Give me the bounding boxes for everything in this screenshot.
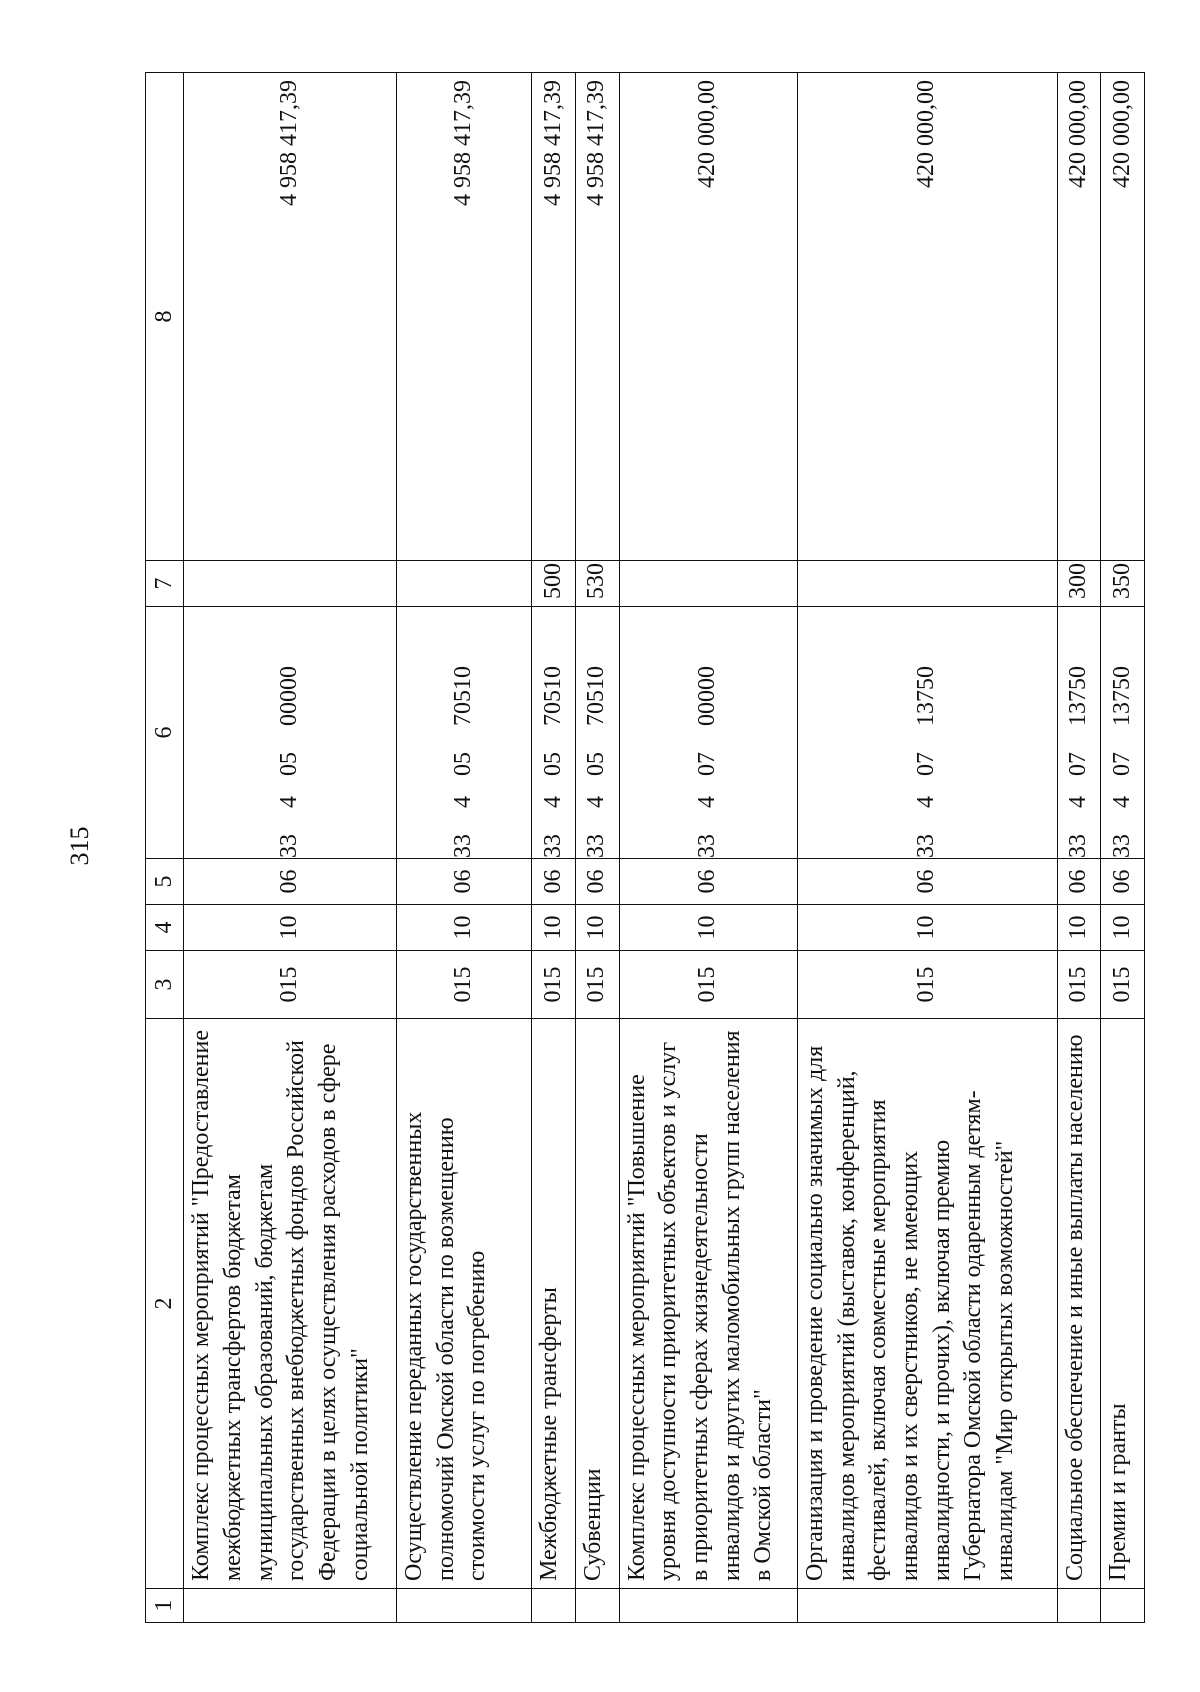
row-target-article-cell xyxy=(619,607,797,859)
row-code-4: 10 xyxy=(797,905,1057,951)
table-row xyxy=(797,73,1057,1623)
row-name-cell: Социальное обеспечение и иные выплаты населению xyxy=(1057,1019,1101,1589)
row-code-3: 015 xyxy=(532,951,576,1019)
row-expense-type-cell: 530 xyxy=(575,561,619,607)
target-article-part-2: 4 xyxy=(450,796,477,808)
target-article-part-4: 00000 xyxy=(694,666,721,726)
target-article-part-4: 13750 xyxy=(1065,666,1092,726)
budget-table-rotated xyxy=(145,73,1145,1623)
row-number-cell xyxy=(619,1589,797,1623)
target-article-part-3: 05 xyxy=(539,752,566,776)
row-code-3: 015 xyxy=(1101,951,1145,1019)
table-row xyxy=(397,73,532,1623)
target-article-code xyxy=(911,607,943,858)
table-body xyxy=(146,73,1145,1623)
row-target-article-cell xyxy=(797,607,1057,859)
row-number-cell xyxy=(532,1589,576,1623)
target-article-part-3: 07 xyxy=(913,752,940,776)
target-article-code xyxy=(274,607,306,858)
row-amount-cell: 420 000,00 xyxy=(1101,73,1145,561)
table-row xyxy=(619,73,797,1623)
row-code-5: 06 xyxy=(184,859,397,905)
target-article-part-4: 13750 xyxy=(1108,666,1135,726)
row-name-cell: Комплекс процессных мероприятий "Предоставление межбюджетных трансфертов бюджетам муниципальных образований, бюджетам государственных внебюджетных фондов Российской Федерации в целях осуществления расходов в сфере социальной политики" xyxy=(184,1019,397,1589)
row-code-5: 06 xyxy=(575,859,619,905)
target-article-part-1: 33 xyxy=(1065,834,1092,858)
target-article-part-2: 4 xyxy=(1108,796,1135,808)
row-expense-type-cell xyxy=(619,561,797,607)
header-row xyxy=(146,73,184,1623)
row-code-3: 015 xyxy=(184,951,397,1019)
row-code-4: 10 xyxy=(575,905,619,951)
target-article-code xyxy=(1063,607,1095,858)
row-amount-cell: 4 958 417,39 xyxy=(184,73,397,561)
header-col-8: 8 xyxy=(146,73,184,561)
target-article-part-3: 07 xyxy=(694,752,721,776)
row-expense-type-cell: 350 xyxy=(1101,561,1145,607)
target-article-part-2: 4 xyxy=(913,796,940,808)
target-article-part-3: 05 xyxy=(276,752,303,776)
page-number: 315 xyxy=(65,826,94,866)
budget-table xyxy=(145,72,1145,1623)
table-row xyxy=(184,73,397,1623)
row-code-3: 015 xyxy=(619,951,797,1019)
target-article-part-3: 05 xyxy=(583,752,610,776)
header-col-7: 7 xyxy=(146,561,184,607)
target-article-code xyxy=(448,607,480,858)
table-row xyxy=(532,73,576,1623)
target-article-part-2: 4 xyxy=(539,796,566,808)
target-article-part-4: 70510 xyxy=(539,666,566,726)
row-code-5: 06 xyxy=(397,859,532,905)
row-expense-type-cell xyxy=(397,561,532,607)
row-number-cell xyxy=(797,1589,1057,1623)
target-article-part-2: 4 xyxy=(276,796,303,808)
target-article-part-1: 33 xyxy=(276,834,303,858)
target-article-part-3: 07 xyxy=(1108,752,1135,776)
row-code-4: 10 xyxy=(532,905,576,951)
row-target-article-cell xyxy=(1057,607,1101,859)
row-amount-cell: 4 958 417,39 xyxy=(575,73,619,561)
row-amount-cell: 420 000,00 xyxy=(619,73,797,561)
target-article-part-1: 33 xyxy=(539,834,566,858)
row-code-3: 015 xyxy=(575,951,619,1019)
row-amount-cell: 420 000,00 xyxy=(797,73,1057,561)
header-col-4: 4 xyxy=(146,905,184,951)
budget-table-container xyxy=(145,73,1200,1612)
row-expense-type-cell: 500 xyxy=(532,561,576,607)
target-article-part-2: 4 xyxy=(583,796,610,808)
row-number-cell xyxy=(184,1589,397,1623)
target-article-part-2: 4 xyxy=(694,796,721,808)
target-article-part-3: 05 xyxy=(450,752,477,776)
row-number-cell xyxy=(1057,1589,1101,1623)
row-code-3: 015 xyxy=(1057,951,1101,1019)
row-number-cell xyxy=(575,1589,619,1623)
target-article-part-4: 70510 xyxy=(583,666,610,726)
target-article-code xyxy=(1107,607,1139,858)
target-article-part-3: 07 xyxy=(1065,752,1092,776)
row-name-cell: Осуществление переданных государственных полномочий Омской области по возмещению стоимости услуг по погребению xyxy=(397,1019,532,1589)
row-code-4: 10 xyxy=(1101,905,1145,951)
row-number-cell xyxy=(1101,1589,1145,1623)
row-name-cell: Межбюджетные трансферты xyxy=(532,1019,576,1589)
row-code-3: 015 xyxy=(797,951,1057,1019)
table-row xyxy=(1057,73,1101,1623)
target-article-part-4: 00000 xyxy=(276,666,303,726)
header-col-5: 5 xyxy=(146,859,184,905)
target-article-part-1: 33 xyxy=(1108,834,1135,858)
header-col-2: 2 xyxy=(146,1019,184,1589)
row-target-article-cell xyxy=(575,607,619,859)
target-article-part-4: 13750 xyxy=(913,666,940,726)
row-code-5: 06 xyxy=(1057,859,1101,905)
row-expense-type-cell xyxy=(184,561,397,607)
header-col-1: 1 xyxy=(146,1589,184,1623)
row-expense-type-cell xyxy=(797,561,1057,607)
row-amount-cell: 4 958 417,39 xyxy=(397,73,532,561)
target-article-part-1: 33 xyxy=(694,834,721,858)
target-article-part-1: 33 xyxy=(913,834,940,858)
row-target-article-cell xyxy=(532,607,576,859)
target-article-part-2: 4 xyxy=(1065,796,1092,808)
header-col-6: 6 xyxy=(146,607,184,859)
header-col-3: 3 xyxy=(146,951,184,1019)
target-article-part-4: 70510 xyxy=(450,666,477,726)
row-code-5: 06 xyxy=(532,859,576,905)
row-code-4: 10 xyxy=(397,905,532,951)
row-name-cell: Комплекс процессных мероприятий "Повышение уровня доступности приоритетных объектов и услуг в приоритетных сферах жизнедеятельности инвалидов и других маломобильных групп населения в Омской области" xyxy=(619,1019,797,1589)
row-number-cell xyxy=(397,1589,532,1623)
target-article-part-1: 33 xyxy=(450,834,477,858)
target-article-part-1: 33 xyxy=(583,834,610,858)
row-target-article-cell xyxy=(1101,607,1145,859)
row-name-cell: Субвенции xyxy=(575,1019,619,1589)
row-code-3: 015 xyxy=(397,951,532,1019)
row-name-cell: Организация и проведение социально значимых для инвалидов мероприятий (выставок, конференций, фестивалей, включая совместные мероприятия инвалидов и их сверстников, не имеющих инвалидности, и прочих), включая премию Губернатора Омской области одаренным детям-инвалидам "Мир открытых возможностей" xyxy=(797,1019,1057,1589)
row-code-4: 10 xyxy=(1057,905,1101,951)
row-amount-cell: 420 000,00 xyxy=(1057,73,1101,561)
row-target-article-cell xyxy=(184,607,397,859)
row-code-5: 06 xyxy=(1101,859,1145,905)
row-amount-cell: 4 958 417,39 xyxy=(532,73,576,561)
target-article-code xyxy=(538,607,570,858)
row-code-5: 06 xyxy=(619,859,797,905)
table-row xyxy=(575,73,619,1623)
row-code-5: 06 xyxy=(797,859,1057,905)
target-article-code xyxy=(581,607,613,858)
row-expense-type-cell: 300 xyxy=(1057,561,1101,607)
row-name-cell: Премии и гранты xyxy=(1101,1019,1145,1589)
row-code-4: 10 xyxy=(184,905,397,951)
row-target-article-cell xyxy=(397,607,532,859)
table-row xyxy=(1101,73,1145,1623)
target-article-code xyxy=(692,607,724,858)
row-code-4: 10 xyxy=(619,905,797,951)
